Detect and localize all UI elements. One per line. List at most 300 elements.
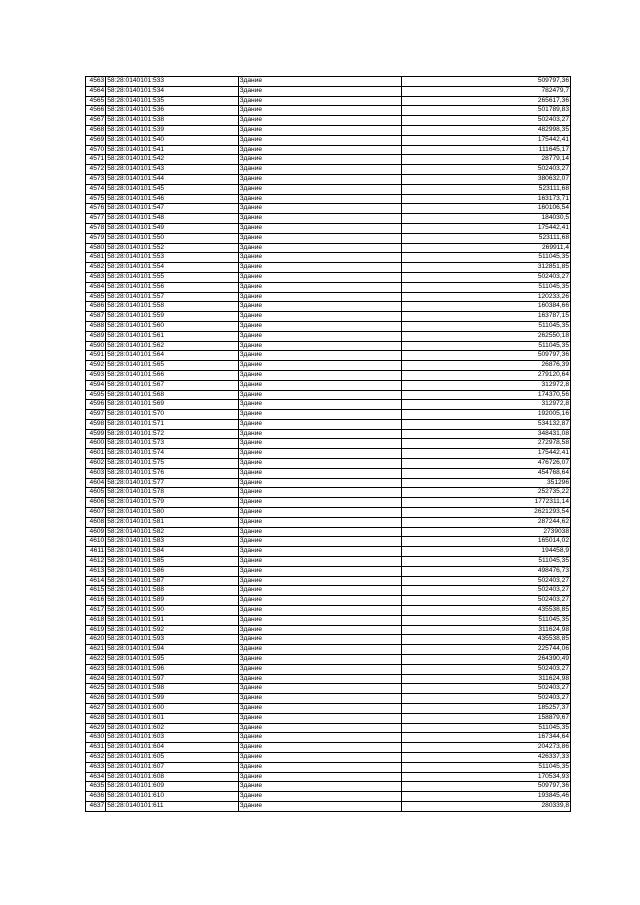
cadastral-number-cell: 58:28:0140101:581 bbox=[106, 517, 238, 527]
row-number-cell: 4580 bbox=[86, 243, 106, 253]
row-number-cell: 4628 bbox=[86, 713, 106, 723]
table-row bbox=[86, 223, 571, 233]
cadastral-number-cell: 58:28:0140101:570 bbox=[106, 410, 238, 420]
row-number-cell: 4606 bbox=[86, 498, 106, 508]
cadastral-number-cell: 58:28:0140101:535 bbox=[106, 96, 238, 106]
table-row bbox=[86, 400, 571, 410]
object-type-cell: Здание bbox=[238, 233, 402, 243]
row-number-cell: 4603 bbox=[86, 468, 106, 478]
cadastral-value-cell: 280339,8 bbox=[402, 801, 571, 811]
table-row bbox=[86, 645, 571, 655]
row-number-cell: 4620 bbox=[86, 635, 106, 645]
cadastral-value-cell: 269911,4 bbox=[402, 243, 571, 253]
cadastral-value-cell: 511045,35 bbox=[402, 557, 571, 567]
row-number-cell: 4581 bbox=[86, 253, 106, 263]
row-number-cell: 4567 bbox=[86, 116, 106, 126]
cadastral-number-cell: 58:28:0140101:538 bbox=[106, 116, 238, 126]
object-type-cell: Здание bbox=[238, 508, 402, 518]
cadastral-number-cell: 58:28:0140101:590 bbox=[106, 606, 238, 616]
row-number-cell: 4590 bbox=[86, 341, 106, 351]
cadastral-value-cell: 523111,68 bbox=[402, 184, 571, 194]
cadastral-number-cell: 58:28:0140101:565 bbox=[106, 361, 238, 371]
object-type-cell: Здание bbox=[238, 655, 402, 665]
cadastral-number-cell: 58:28:0140101:601 bbox=[106, 713, 238, 723]
table-row bbox=[86, 459, 571, 469]
object-type-cell: Здание bbox=[238, 77, 402, 87]
object-type-cell: Здание bbox=[238, 792, 402, 802]
table-row bbox=[86, 174, 571, 184]
cadastral-value-cell: 498476,73 bbox=[402, 566, 571, 576]
cadastral-value-cell: 272978,58 bbox=[402, 439, 571, 449]
table-row bbox=[86, 419, 571, 429]
cadastral-value-cell: 2621293,54 bbox=[402, 508, 571, 518]
row-number-cell: 4563 bbox=[86, 77, 106, 87]
cadastral-value-cell: 163173,71 bbox=[402, 194, 571, 204]
cadastral-number-cell: 58:28:0140101:553 bbox=[106, 253, 238, 263]
cadastral-number-cell: 58:28:0140101:552 bbox=[106, 243, 238, 253]
row-number-cell: 4601 bbox=[86, 449, 106, 459]
cadastral-number-cell: 58:28:0140101:579 bbox=[106, 498, 238, 508]
row-number-cell: 4617 bbox=[86, 606, 106, 616]
object-type-cell: Здание bbox=[238, 370, 402, 380]
cadastral-value-cell: 782479,7 bbox=[402, 86, 571, 96]
object-type-cell: Здание bbox=[238, 400, 402, 410]
cadastral-value-cell: 158879,67 bbox=[402, 713, 571, 723]
cadastral-number-cell: 58:28:0140101:577 bbox=[106, 478, 238, 488]
object-type-cell: Здание bbox=[238, 517, 402, 527]
object-type-cell: Здание bbox=[238, 547, 402, 557]
row-number-cell: 4636 bbox=[86, 792, 106, 802]
table-row bbox=[86, 674, 571, 684]
cadastral-number-cell: 58:28:0140101:594 bbox=[106, 645, 238, 655]
table-row bbox=[86, 782, 571, 792]
table-row bbox=[86, 537, 571, 547]
object-type-cell: Здание bbox=[238, 135, 402, 145]
object-type-cell: Здание bbox=[238, 645, 402, 655]
row-number-cell: 4626 bbox=[86, 694, 106, 704]
cadastral-number-cell: 58:28:0140101:592 bbox=[106, 625, 238, 635]
object-type-cell: Здание bbox=[238, 527, 402, 537]
cadastral-value-cell: 265617,36 bbox=[402, 96, 571, 106]
table-row bbox=[86, 86, 571, 96]
cadastral-number-cell: 58:28:0140101:593 bbox=[106, 635, 238, 645]
cadastral-number-cell: 58:28:0140101:587 bbox=[106, 576, 238, 586]
cadastral-number-cell: 58:28:0140101:569 bbox=[106, 400, 238, 410]
object-type-cell: Здание bbox=[238, 694, 402, 704]
row-number-cell: 4584 bbox=[86, 282, 106, 292]
table-row bbox=[86, 713, 571, 723]
table-row bbox=[86, 606, 571, 616]
table-row bbox=[86, 351, 571, 361]
object-type-cell: Здание bbox=[238, 537, 402, 547]
cadastral-value-cell: 193845,46 bbox=[402, 792, 571, 802]
cadastral-value-cell: 534132,87 bbox=[402, 419, 571, 429]
table-row bbox=[86, 429, 571, 439]
cadastral-number-cell: 58:28:0140101:543 bbox=[106, 165, 238, 175]
cadastral-number-cell: 58:28:0140101:600 bbox=[106, 704, 238, 714]
cadastral-value-cell: 502403,27 bbox=[402, 576, 571, 586]
cadastral-value-cell: 509797,36 bbox=[402, 782, 571, 792]
row-number-cell: 4593 bbox=[86, 370, 106, 380]
object-type-cell: Здание bbox=[238, 116, 402, 126]
document-page bbox=[85, 76, 571, 812]
cadastral-number-cell: 58:28:0140101:574 bbox=[106, 449, 238, 459]
cadastral-value-cell: 502403,27 bbox=[402, 165, 571, 175]
cadastral-number-cell: 58:28:0140101:554 bbox=[106, 263, 238, 273]
table-row bbox=[86, 576, 571, 586]
object-type-cell: Здание bbox=[238, 96, 402, 106]
cadastral-value-cell: 476726,07 bbox=[402, 459, 571, 469]
cadastral-value-cell: 160106,54 bbox=[402, 204, 571, 214]
object-type-cell: Здание bbox=[238, 478, 402, 488]
row-number-cell: 4609 bbox=[86, 527, 106, 537]
cadastral-number-cell: 58:28:0140101:589 bbox=[106, 596, 238, 606]
row-number-cell: 4611 bbox=[86, 547, 106, 557]
row-number-cell: 4588 bbox=[86, 321, 106, 331]
object-type-cell: Здание bbox=[238, 272, 402, 282]
cadastral-number-cell: 58:28:0140101:585 bbox=[106, 557, 238, 567]
cadastral-number-cell: 58:28:0140101:540 bbox=[106, 135, 238, 145]
cadastral-number-cell: 58:28:0140101:580 bbox=[106, 508, 238, 518]
cadastral-value-cell: 435538,85 bbox=[402, 635, 571, 645]
cadastral-value-cell: 511045,35 bbox=[402, 615, 571, 625]
cadastral-number-cell: 58:28:0140101:567 bbox=[106, 380, 238, 390]
table-row bbox=[86, 557, 571, 567]
table-row bbox=[86, 390, 571, 400]
cadastral-value-cell: 170534,93 bbox=[402, 772, 571, 782]
cadastral-value-cell: 482998,35 bbox=[402, 125, 571, 135]
object-type-cell: Здание bbox=[238, 596, 402, 606]
row-number-cell: 4599 bbox=[86, 429, 106, 439]
cadastral-number-cell: 58:28:0140101:586 bbox=[106, 566, 238, 576]
object-type-cell: Здание bbox=[238, 312, 402, 322]
cadastral-number-cell: 58:28:0140101:549 bbox=[106, 223, 238, 233]
object-type-cell: Здание bbox=[238, 390, 402, 400]
cadastral-value-cell: 26876,39 bbox=[402, 361, 571, 371]
table-row bbox=[86, 596, 571, 606]
table-row bbox=[86, 801, 571, 811]
cadastral-number-cell: 58:28:0140101:596 bbox=[106, 664, 238, 674]
table-row bbox=[86, 547, 571, 557]
cadastral-value-cell: 167344,64 bbox=[402, 733, 571, 743]
row-number-cell: 4635 bbox=[86, 782, 106, 792]
table-row bbox=[86, 752, 571, 762]
cadastral-number-cell: 58:28:0140101:542 bbox=[106, 155, 238, 165]
object-type-cell: Здание bbox=[238, 282, 402, 292]
table-body bbox=[86, 77, 571, 812]
row-number-cell: 4632 bbox=[86, 752, 106, 762]
cadastral-number-cell: 58:28:0140101:536 bbox=[106, 106, 238, 116]
object-type-cell: Здание bbox=[238, 263, 402, 273]
row-number-cell: 4589 bbox=[86, 331, 106, 341]
cadastral-value-cell: 509797,36 bbox=[402, 77, 571, 87]
table-row bbox=[86, 165, 571, 175]
table-row bbox=[86, 508, 571, 518]
table-row bbox=[86, 77, 571, 87]
object-type-cell: Здание bbox=[238, 468, 402, 478]
row-number-cell: 4597 bbox=[86, 410, 106, 420]
cadastral-value-cell: 184030,5 bbox=[402, 214, 571, 224]
cadastral-value-cell: 204273,86 bbox=[402, 743, 571, 753]
table-row bbox=[86, 263, 571, 273]
cadastral-number-cell: 58:28:0140101:561 bbox=[106, 331, 238, 341]
object-type-cell: Здание bbox=[238, 772, 402, 782]
cadastral-number-cell: 58:28:0140101:582 bbox=[106, 527, 238, 537]
row-number-cell: 4615 bbox=[86, 586, 106, 596]
row-number-cell: 4583 bbox=[86, 272, 106, 282]
cadastral-value-cell: 312972,8 bbox=[402, 380, 571, 390]
object-type-cell: Здание bbox=[238, 253, 402, 263]
row-number-cell: 4591 bbox=[86, 351, 106, 361]
object-type-cell: Здание bbox=[238, 351, 402, 361]
row-number-cell: 4572 bbox=[86, 165, 106, 175]
object-type-cell: Здание bbox=[238, 184, 402, 194]
table-row bbox=[86, 488, 571, 498]
cadastral-number-cell: 58:28:0140101:608 bbox=[106, 772, 238, 782]
object-type-cell: Здание bbox=[238, 488, 402, 498]
cadastral-value-cell: 312851,85 bbox=[402, 263, 571, 273]
cadastral-number-cell: 58:28:0140101:534 bbox=[106, 86, 238, 96]
cadastral-value-cell: 502403,27 bbox=[402, 272, 571, 282]
cadastral-value-cell: 287244,62 bbox=[402, 517, 571, 527]
table-row bbox=[86, 272, 571, 282]
object-type-cell: Здание bbox=[238, 223, 402, 233]
object-type-cell: Здание bbox=[238, 674, 402, 684]
table-row bbox=[86, 341, 571, 351]
table-row bbox=[86, 106, 571, 116]
table-row bbox=[86, 302, 571, 312]
cadastral-number-cell: 58:28:0140101:545 bbox=[106, 184, 238, 194]
row-number-cell: 4629 bbox=[86, 723, 106, 733]
row-number-cell: 4634 bbox=[86, 772, 106, 782]
object-type-cell: Здание bbox=[238, 459, 402, 469]
cadastral-number-cell: 58:28:0140101:564 bbox=[106, 351, 238, 361]
cadastral-number-cell: 58:28:0140101:566 bbox=[106, 370, 238, 380]
cadastral-value-cell: 380632,07 bbox=[402, 174, 571, 184]
object-type-cell: Здание bbox=[238, 419, 402, 429]
row-number-cell: 4605 bbox=[86, 488, 106, 498]
cadastral-value-cell: 225744,06 bbox=[402, 645, 571, 655]
cadastral-value-cell: 28779,14 bbox=[402, 155, 571, 165]
table-row bbox=[86, 145, 571, 155]
cadastral-value-cell: 174370,56 bbox=[402, 390, 571, 400]
row-number-cell: 4631 bbox=[86, 743, 106, 753]
cadastral-value-cell: 502403,27 bbox=[402, 664, 571, 674]
cadastral-number-cell: 58:28:0140101:583 bbox=[106, 537, 238, 547]
table-row bbox=[86, 361, 571, 371]
cadastral-value-cell: 175442,41 bbox=[402, 449, 571, 459]
cadastral-value-cell: 252735,22 bbox=[402, 488, 571, 498]
object-type-cell: Здание bbox=[238, 214, 402, 224]
cadastral-value-cell: 192005,16 bbox=[402, 410, 571, 420]
row-number-cell: 4573 bbox=[86, 174, 106, 184]
cadastral-value-cell: 511045,35 bbox=[402, 253, 571, 263]
row-number-cell: 4613 bbox=[86, 566, 106, 576]
row-number-cell: 4594 bbox=[86, 380, 106, 390]
cadastral-number-cell: 58:28:0140101:611 bbox=[106, 801, 238, 811]
table-row bbox=[86, 704, 571, 714]
cadastral-value-table bbox=[85, 76, 571, 812]
table-row bbox=[86, 625, 571, 635]
table-row bbox=[86, 439, 571, 449]
object-type-cell: Здание bbox=[238, 331, 402, 341]
object-type-cell: Здание bbox=[238, 380, 402, 390]
object-type-cell: Здание bbox=[238, 321, 402, 331]
cadastral-value-cell: 454768,64 bbox=[402, 468, 571, 478]
cadastral-number-cell: 58:28:0140101:609 bbox=[106, 782, 238, 792]
cadastral-number-cell: 58:28:0140101:578 bbox=[106, 488, 238, 498]
cadastral-number-cell: 58:28:0140101:602 bbox=[106, 723, 238, 733]
cadastral-number-cell: 58:28:0140101:560 bbox=[106, 321, 238, 331]
object-type-cell: Здание bbox=[238, 341, 402, 351]
row-number-cell: 4612 bbox=[86, 557, 106, 567]
row-number-cell: 4600 bbox=[86, 439, 106, 449]
cadastral-number-cell: 58:28:0140101:576 bbox=[106, 468, 238, 478]
object-type-cell: Здание bbox=[238, 155, 402, 165]
table-row bbox=[86, 478, 571, 488]
object-type-cell: Здание bbox=[238, 625, 402, 635]
object-type-cell: Здание bbox=[238, 557, 402, 567]
cadastral-value-cell: 165014,02 bbox=[402, 537, 571, 547]
cadastral-value-cell: 435538,85 bbox=[402, 606, 571, 616]
cadastral-value-cell: 312972,8 bbox=[402, 400, 571, 410]
cadastral-number-cell: 58:28:0140101:533 bbox=[106, 77, 238, 87]
object-type-cell: Здание bbox=[238, 723, 402, 733]
row-number-cell: 4592 bbox=[86, 361, 106, 371]
object-type-cell: Здание bbox=[238, 704, 402, 714]
object-type-cell: Здание bbox=[238, 801, 402, 811]
row-number-cell: 4578 bbox=[86, 223, 106, 233]
cadastral-number-cell: 58:28:0140101:558 bbox=[106, 302, 238, 312]
row-number-cell: 4623 bbox=[86, 664, 106, 674]
object-type-cell: Здание bbox=[238, 606, 402, 616]
object-type-cell: Здание bbox=[238, 243, 402, 253]
object-type-cell: Здание bbox=[238, 498, 402, 508]
table-row bbox=[86, 723, 571, 733]
table-row bbox=[86, 194, 571, 204]
cadastral-value-cell: 120233,26 bbox=[402, 292, 571, 302]
object-type-cell: Здание bbox=[238, 204, 402, 214]
cadastral-number-cell: 58:28:0140101:605 bbox=[106, 752, 238, 762]
cadastral-value-cell: 194458,9 bbox=[402, 547, 571, 557]
cadastral-value-cell: 262550,18 bbox=[402, 331, 571, 341]
cadastral-number-cell: 58:28:0140101:595 bbox=[106, 655, 238, 665]
cadastral-number-cell: 58:28:0140101:610 bbox=[106, 792, 238, 802]
cadastral-value-cell: 523111,68 bbox=[402, 233, 571, 243]
table-row bbox=[86, 655, 571, 665]
object-type-cell: Здание bbox=[238, 86, 402, 96]
row-number-cell: 4582 bbox=[86, 263, 106, 273]
object-type-cell: Здание bbox=[238, 713, 402, 723]
object-type-cell: Здание bbox=[238, 125, 402, 135]
table-row bbox=[86, 635, 571, 645]
row-number-cell: 4610 bbox=[86, 537, 106, 547]
table-row bbox=[86, 243, 571, 253]
cadastral-value-cell: 511045,35 bbox=[402, 282, 571, 292]
object-type-cell: Здание bbox=[238, 743, 402, 753]
table-row bbox=[86, 762, 571, 772]
object-type-cell: Здание bbox=[238, 566, 402, 576]
table-row bbox=[86, 792, 571, 802]
cadastral-value-cell: 426337,33 bbox=[402, 752, 571, 762]
cadastral-number-cell: 58:28:0140101:544 bbox=[106, 174, 238, 184]
table-row bbox=[86, 96, 571, 106]
table-row bbox=[86, 312, 571, 322]
object-type-cell: Здание bbox=[238, 145, 402, 155]
cadastral-number-cell: 58:28:0140101:571 bbox=[106, 419, 238, 429]
cadastral-value-cell: 175442,41 bbox=[402, 135, 571, 145]
object-type-cell: Здание bbox=[238, 615, 402, 625]
cadastral-number-cell: 58:28:0140101:598 bbox=[106, 684, 238, 694]
table-row bbox=[86, 615, 571, 625]
cadastral-number-cell: 58:28:0140101:573 bbox=[106, 439, 238, 449]
cadastral-number-cell: 58:28:0140101:607 bbox=[106, 762, 238, 772]
table-row bbox=[86, 135, 571, 145]
table-row bbox=[86, 204, 571, 214]
table-row bbox=[86, 527, 571, 537]
cadastral-value-cell: 264390,49 bbox=[402, 655, 571, 665]
table-row bbox=[86, 410, 571, 420]
row-number-cell: 4616 bbox=[86, 596, 106, 606]
row-number-cell: 4618 bbox=[86, 615, 106, 625]
cadastral-number-cell: 58:28:0140101:603 bbox=[106, 733, 238, 743]
row-number-cell: 4619 bbox=[86, 625, 106, 635]
row-number-cell: 4630 bbox=[86, 733, 106, 743]
table-row bbox=[86, 116, 571, 126]
table-row bbox=[86, 586, 571, 596]
cadastral-number-cell: 58:28:0140101:547 bbox=[106, 204, 238, 214]
object-type-cell: Здание bbox=[238, 586, 402, 596]
object-type-cell: Здание bbox=[238, 684, 402, 694]
object-type-cell: Здание bbox=[238, 635, 402, 645]
object-type-cell: Здание bbox=[238, 664, 402, 674]
cadastral-value-cell: 511045,35 bbox=[402, 762, 571, 772]
table-row bbox=[86, 184, 571, 194]
table-row bbox=[86, 684, 571, 694]
cadastral-number-cell: 58:28:0140101:572 bbox=[106, 429, 238, 439]
row-number-cell: 4595 bbox=[86, 390, 106, 400]
cadastral-value-cell: 348431,08 bbox=[402, 429, 571, 439]
cadastral-number-cell: 58:28:0140101:588 bbox=[106, 586, 238, 596]
cadastral-number-cell: 58:28:0140101:584 bbox=[106, 547, 238, 557]
table-row bbox=[86, 498, 571, 508]
row-number-cell: 4637 bbox=[86, 801, 106, 811]
cadastral-value-cell: 311624,98 bbox=[402, 674, 571, 684]
cadastral-value-cell: 1772311,14 bbox=[402, 498, 571, 508]
table-row bbox=[86, 331, 571, 341]
table-row bbox=[86, 321, 571, 331]
table-row bbox=[86, 253, 571, 263]
object-type-cell: Здание bbox=[238, 752, 402, 762]
row-number-cell: 4576 bbox=[86, 204, 106, 214]
object-type-cell: Здание bbox=[238, 429, 402, 439]
cadastral-value-cell: 2739038 bbox=[402, 527, 571, 537]
cadastral-value-cell: 502403,27 bbox=[402, 596, 571, 606]
cadastral-value-cell: 509797,36 bbox=[402, 351, 571, 361]
cadastral-number-cell: 58:28:0140101:557 bbox=[106, 292, 238, 302]
cadastral-value-cell: 279120,64 bbox=[402, 370, 571, 380]
row-number-cell: 4627 bbox=[86, 704, 106, 714]
cadastral-number-cell: 58:28:0140101:555 bbox=[106, 272, 238, 282]
cadastral-number-cell: 58:28:0140101:559 bbox=[106, 312, 238, 322]
object-type-cell: Здание bbox=[238, 302, 402, 312]
object-type-cell: Здание bbox=[238, 410, 402, 420]
table-row bbox=[86, 772, 571, 782]
table-row bbox=[86, 155, 571, 165]
row-number-cell: 4604 bbox=[86, 478, 106, 488]
cadastral-value-cell: 502403,27 bbox=[402, 694, 571, 704]
object-type-cell: Здание bbox=[238, 449, 402, 459]
